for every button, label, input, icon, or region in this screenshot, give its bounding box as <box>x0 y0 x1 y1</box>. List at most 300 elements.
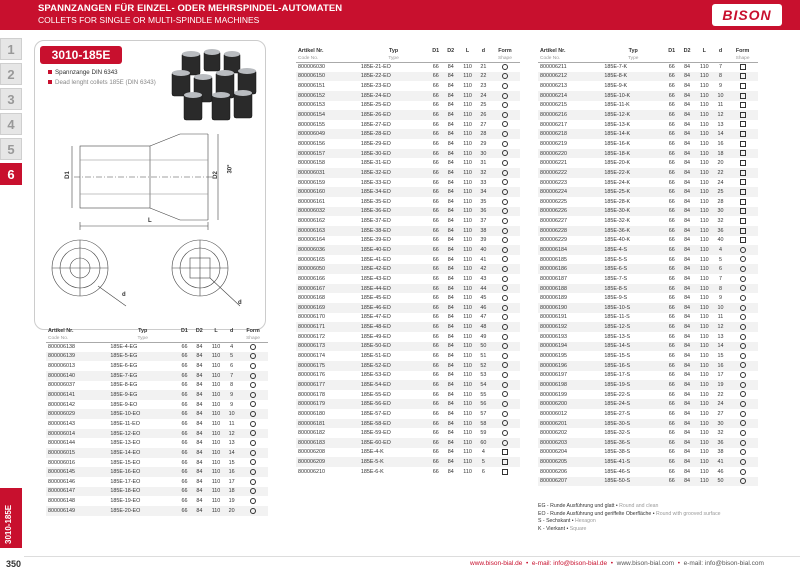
square-shape-icon <box>740 199 746 205</box>
cell-d: 43 <box>480 275 487 282</box>
cell-shape <box>727 380 758 390</box>
cell-l: 110 <box>695 419 714 429</box>
cell-type: 185E-25-EO <box>360 102 391 109</box>
round-shape-icon <box>250 488 256 494</box>
cell-d2: 84 <box>443 284 458 294</box>
round-shape-icon <box>502 401 508 407</box>
cell-d: 36 <box>714 226 727 236</box>
cell-d2: 84 <box>447 468 454 475</box>
col-d-subheader <box>225 335 238 342</box>
cell-art-nr: 800006192 <box>538 322 602 332</box>
cell-l: 110 <box>458 284 477 294</box>
cell-type: 185E-7-EG <box>108 371 177 381</box>
cell-d1: 66 <box>432 372 439 379</box>
cell-shape <box>490 409 520 419</box>
cell-l: 110 <box>699 179 709 186</box>
cell-l: 110 <box>458 457 477 467</box>
col-d2-subheader <box>192 335 207 342</box>
round-shape-icon <box>740 469 746 475</box>
cell-l: 110 <box>699 121 709 128</box>
cell-shape <box>727 274 758 284</box>
cell-type: 185E-16-EO <box>108 467 177 477</box>
cell-art-nr: 800006176 <box>298 372 325 379</box>
cell-d: 37 <box>480 218 487 225</box>
cell-art-nr: 800006172 <box>298 333 325 340</box>
cell-d: 6 <box>230 363 234 370</box>
cell-shape <box>490 197 520 207</box>
cell-shape <box>727 342 758 352</box>
table-row <box>296 361 520 371</box>
cell-shape <box>727 371 758 381</box>
table-row <box>296 428 520 438</box>
cell-d1: 66 <box>177 467 192 477</box>
cell-d1: 66 <box>181 420 188 427</box>
cell-type: 185E-13-EO <box>110 440 141 447</box>
footer-url-com[interactable]: www.bison-bial.com <box>616 560 675 567</box>
cell-art-nr: 800006194 <box>538 342 602 352</box>
cell-d: 8 <box>714 284 727 294</box>
cell-d1: 66 <box>664 342 679 352</box>
cell-type: 185E-46-EO <box>359 303 428 313</box>
cell-shape <box>727 187 758 197</box>
table-row <box>538 477 758 487</box>
cell-type: 185E-32-K <box>604 218 631 225</box>
cell-d2: 84 <box>192 448 207 458</box>
square-shape-icon <box>740 170 746 176</box>
cell-d: 23 <box>480 83 487 90</box>
cell-d1: 66 <box>177 429 192 439</box>
cell-l: 110 <box>211 401 221 408</box>
table-row <box>538 236 758 246</box>
square-shape-icon <box>740 64 746 70</box>
cell-type: 185E-11-K <box>604 102 630 109</box>
cell-art-nr: 800006153 <box>298 102 325 109</box>
table-row <box>296 409 520 419</box>
round-shape-icon <box>740 440 746 446</box>
cell-type: 185E-49-EO <box>360 333 391 340</box>
feature-de-text: Spannzange DIN 6343 <box>55 69 118 76</box>
table-row <box>296 178 520 188</box>
cell-type: 185E-14-S <box>602 342 664 352</box>
cell-d1: 66 <box>428 168 443 178</box>
table-row <box>296 168 520 178</box>
cell-type: 185E-39-EO <box>360 237 391 244</box>
round-shape-icon <box>502 73 508 79</box>
cell-d: 55 <box>480 391 487 398</box>
cell-shape <box>727 438 758 448</box>
cell-type: 185E-30-EO <box>359 149 428 159</box>
cell-shape <box>727 139 758 149</box>
cell-type: 185E-8-EG <box>110 382 138 389</box>
cell-shape <box>490 226 520 236</box>
cell-d2: 84 <box>443 380 458 390</box>
cell-d: 44 <box>477 284 490 294</box>
cell-l: 110 <box>207 487 225 497</box>
cell-shape <box>727 178 758 188</box>
cell-art-nr: 800006050 <box>296 264 359 274</box>
cell-d1: 66 <box>428 284 443 294</box>
col-art-nr-subheader: Code No. <box>296 55 359 62</box>
table-row <box>538 168 758 178</box>
cell-d2: 84 <box>443 438 458 448</box>
cell-l: 110 <box>463 449 472 456</box>
table-row <box>296 419 520 429</box>
cell-type: 185E-11-S <box>604 314 630 321</box>
legend-de: EO - Runde Ausführung und geriffelte Oberfläche <box>538 510 652 517</box>
col-l-subheader <box>458 55 477 62</box>
cell-d2: 84 <box>443 187 458 197</box>
table-row <box>296 313 520 323</box>
cell-d2: 84 <box>684 275 691 282</box>
table-row <box>46 438 268 448</box>
cell-shape <box>490 255 520 265</box>
cell-art-nr: 800006196 <box>538 361 602 371</box>
table-row <box>46 467 268 477</box>
cell-shape <box>490 168 520 178</box>
cell-shape <box>727 245 758 255</box>
cell-l: 110 <box>463 140 472 147</box>
square-shape-icon <box>502 469 508 475</box>
cell-d1: 66 <box>432 198 439 205</box>
side-tab-2[interactable]: 2 <box>0 63 22 85</box>
square-shape-icon <box>740 150 746 156</box>
cell-d2: 84 <box>684 83 691 90</box>
cell-d: 14 <box>225 448 238 458</box>
cell-shape <box>490 371 520 381</box>
cell-d2: 84 <box>684 102 691 109</box>
footer-url-de[interactable]: www.bison-bial.de <box>470 560 523 567</box>
cell-l: 110 <box>207 506 225 516</box>
cell-d2: 84 <box>447 314 454 321</box>
cell-d1: 66 <box>664 207 679 217</box>
cell-l: 110 <box>211 344 221 351</box>
footer-email-com[interactable]: e-mail: info@bison-bial.com <box>683 560 764 567</box>
legend-de: S - Sechskant <box>538 518 571 524</box>
table-row <box>46 506 268 516</box>
cell-shape <box>727 207 758 217</box>
cell-d1: 66 <box>664 187 679 197</box>
cell-type: 185E-14-EO <box>108 448 177 458</box>
cell-d1: 66 <box>668 218 675 225</box>
cell-d2: 84 <box>447 372 454 379</box>
col-type-header: Typ <box>138 327 148 334</box>
legend-item <box>538 511 721 519</box>
round-shape-icon <box>502 121 508 127</box>
cell-shape <box>727 110 758 120</box>
round-shape-icon <box>502 199 508 205</box>
cell-l: 110 <box>207 371 225 381</box>
cell-d2: 84 <box>443 264 458 274</box>
cell-shape <box>238 448 268 458</box>
round-shape-icon <box>740 324 746 330</box>
side-label-text: 3010-185E <box>4 504 13 544</box>
cell-d2: 84 <box>447 353 454 360</box>
cell-type: 185E-4-K <box>360 449 384 456</box>
cell-d1: 66 <box>432 256 439 263</box>
cell-type: 185E-34-EO <box>359 187 428 197</box>
round-shape-icon <box>250 430 256 436</box>
cell-art-nr: 800006012 <box>540 410 567 417</box>
cell-type: 185E-33-EO <box>360 179 391 186</box>
cell-d1: 66 <box>428 226 443 236</box>
round-shape-icon <box>740 314 746 320</box>
side-tab-5[interactable]: 5 <box>0 138 22 160</box>
cell-art-nr: 800006226 <box>538 207 602 217</box>
cell-d: 7 <box>225 371 238 381</box>
cell-type: 185E-15-EO <box>110 459 141 466</box>
cell-d2: 84 <box>443 207 458 217</box>
cell-d2: 84 <box>196 382 203 389</box>
cell-type: 185E-38-EO <box>359 226 428 236</box>
cell-type: 185E-56-EO <box>359 399 428 409</box>
cell-d1: 66 <box>177 409 192 419</box>
col-d2-subheader <box>443 55 458 62</box>
cell-type: 185E-14-K <box>602 129 664 139</box>
cell-type: 185E-24-K <box>604 179 631 186</box>
cell-art-nr: 800006219 <box>540 140 567 147</box>
cell-art-nr: 800006139 <box>46 352 108 362</box>
cell-art-nr: 800006216 <box>538 110 602 120</box>
table-row <box>538 120 758 130</box>
cell-d1: 66 <box>668 275 675 282</box>
cell-type: 185E-7-K <box>604 64 628 71</box>
cell-d: 36 <box>714 438 727 448</box>
cell-d2: 84 <box>192 467 207 477</box>
table-row <box>46 361 268 371</box>
cell-shape <box>727 332 758 342</box>
dim-label-d-right: d <box>238 300 242 306</box>
cell-shape <box>727 120 758 130</box>
cell-art-nr: 800006200 <box>538 399 602 409</box>
cell-type: 185E-19-S <box>602 380 664 390</box>
collet-table-3 <box>538 46 758 486</box>
round-shape-icon <box>740 334 746 340</box>
cell-l: 110 <box>695 149 714 159</box>
cell-shape <box>238 487 268 497</box>
cell-d: 9 <box>230 401 234 408</box>
cell-art-nr: 800006215 <box>540 102 567 109</box>
footer-email-de[interactable]: e-mail: info@bison-bial.de <box>531 560 608 567</box>
cell-d: 7 <box>718 64 722 71</box>
round-shape-icon <box>502 285 508 291</box>
cell-d: 15 <box>228 459 235 466</box>
table-row <box>296 322 520 332</box>
footer-divider <box>24 556 800 557</box>
cell-l: 110 <box>463 218 472 225</box>
cell-d1: 66 <box>668 295 675 302</box>
cell-d: 9 <box>718 295 722 302</box>
cell-d1: 66 <box>428 342 443 352</box>
cell-art-nr: 800006217 <box>540 121 567 128</box>
cell-d1: 66 <box>664 168 679 178</box>
cell-d1: 66 <box>177 352 192 362</box>
cell-art-nr: 800006211 <box>540 64 567 71</box>
round-shape-icon <box>502 411 508 417</box>
square-shape-icon <box>740 189 746 195</box>
cell-art-nr: 800006015 <box>46 448 108 458</box>
cell-d1: 66 <box>428 399 443 409</box>
cell-art-nr: 800006178 <box>298 391 325 398</box>
cell-d: 13 <box>228 440 235 447</box>
cell-shape <box>727 284 758 294</box>
round-shape-icon <box>250 353 256 359</box>
cell-art-nr: 800006184 <box>538 245 602 255</box>
round-shape-icon <box>250 363 256 369</box>
cell-type: 185E-18-K <box>602 149 664 159</box>
round-shape-icon <box>502 372 508 378</box>
cell-d: 8 <box>714 72 727 82</box>
cell-d1: 66 <box>432 295 439 302</box>
round-shape-icon <box>250 498 256 504</box>
square-shape-icon <box>740 93 746 99</box>
cell-d2: 84 <box>447 449 454 456</box>
side-tab-1[interactable]: 1 <box>0 38 22 60</box>
table-row <box>538 419 758 429</box>
table-row <box>296 371 520 381</box>
cell-d2: 84 <box>447 237 454 244</box>
table-row <box>538 72 758 82</box>
cell-d1: 66 <box>664 477 679 487</box>
cell-d1: 66 <box>428 110 443 120</box>
cell-art-nr: 800006169 <box>296 303 359 313</box>
cell-d: 41 <box>714 457 727 467</box>
cell-art-nr: 800006221 <box>540 160 567 167</box>
cell-l: 110 <box>695 187 714 197</box>
cell-l: 110 <box>699 391 709 398</box>
round-shape-icon <box>502 256 508 262</box>
cell-type: 185E-17-EO <box>110 478 141 485</box>
feature-en-text: Dead lenght collets 185E (DIN 6343) <box>55 79 156 86</box>
table-row <box>296 91 520 101</box>
cell-d1: 66 <box>428 361 443 371</box>
cell-art-nr: 800006151 <box>298 83 325 90</box>
cell-d: 12 <box>225 429 238 439</box>
cell-shape <box>490 380 520 390</box>
table-row <box>46 400 268 410</box>
cell-shape <box>490 236 520 246</box>
cell-shape <box>490 274 520 284</box>
round-shape-icon <box>502 334 508 340</box>
cell-d1: 66 <box>668 391 675 398</box>
cell-d: 33 <box>480 179 487 186</box>
cell-d: 24 <box>714 399 727 409</box>
cell-d2: 84 <box>679 380 694 390</box>
round-shape-icon <box>740 401 746 407</box>
cell-d: 11 <box>717 314 724 321</box>
cell-type: 185E-27-EO <box>360 121 391 128</box>
col-d1-header: D1 <box>432 47 440 54</box>
legend-item <box>538 526 721 534</box>
table-row <box>538 284 758 294</box>
cell-d2: 84 <box>684 237 691 244</box>
cell-d1: 66 <box>428 91 443 101</box>
cell-shape <box>727 62 758 72</box>
cell-shape <box>490 207 520 217</box>
table-row <box>296 274 520 284</box>
cell-type: 185E-5-EG <box>108 352 177 362</box>
cell-d: 39 <box>480 237 487 244</box>
cell-d: 4 <box>481 449 485 456</box>
cell-art-nr: 800006181 <box>296 419 359 429</box>
cell-type: 185E-7-S <box>604 275 628 282</box>
col-art-nr-subheader: Code No. <box>538 55 602 62</box>
cell-d1: 66 <box>432 275 439 282</box>
cell-shape <box>727 477 758 487</box>
cell-d1: 66 <box>428 207 443 217</box>
cell-d2: 84 <box>443 303 458 313</box>
legend-item <box>538 518 721 526</box>
cell-art-nr: 800006218 <box>538 129 602 139</box>
cell-d1: 66 <box>664 322 679 332</box>
cell-d: 11 <box>228 420 235 427</box>
cell-l: 110 <box>211 440 221 447</box>
cell-d1: 66 <box>181 363 188 370</box>
cell-type: 185E-10-EO <box>108 409 177 419</box>
cell-d: 24 <box>477 91 490 101</box>
side-tab-4[interactable]: 4 <box>0 113 22 135</box>
cell-art-nr: 800006162 <box>298 218 325 225</box>
cell-d: 6 <box>714 264 727 274</box>
cell-shape <box>727 322 758 332</box>
cell-l: 110 <box>695 129 714 139</box>
square-shape-icon <box>740 237 746 243</box>
table-row <box>296 438 520 448</box>
cell-l: 110 <box>463 198 472 205</box>
table-row <box>296 236 520 246</box>
side-tab-3[interactable]: 3 <box>0 88 22 110</box>
round-shape-icon <box>502 160 508 166</box>
cell-d: 26 <box>477 110 490 120</box>
cell-l: 110 <box>211 498 221 505</box>
cell-art-nr: 800006144 <box>48 440 75 447</box>
table-row <box>296 149 520 159</box>
cell-shape <box>238 409 268 419</box>
cell-d1: 66 <box>668 83 675 90</box>
cell-art-nr: 800006187 <box>540 275 567 282</box>
collet-table-1 <box>46 326 268 516</box>
cell-art-nr: 800006179 <box>296 399 359 409</box>
cell-art-nr: 800006138 <box>48 344 75 351</box>
table-row <box>296 207 520 217</box>
cell-l: 110 <box>699 449 709 456</box>
cell-l: 110 <box>695 72 714 82</box>
cell-type: 185E-50-EO <box>359 342 428 352</box>
cell-l: 110 <box>699 275 709 282</box>
cell-shape <box>727 409 758 419</box>
cell-shape <box>727 216 758 226</box>
cell-art-nr: 800006152 <box>296 91 359 101</box>
cell-d: 28 <box>717 198 724 205</box>
col-l-subheader <box>695 55 714 62</box>
table-row <box>538 399 758 409</box>
product-code-badge: 3010-185E <box>40 46 122 64</box>
side-tab-6[interactable]: 6 <box>0 163 22 185</box>
table-row <box>296 226 520 236</box>
cell-d: 51 <box>480 353 487 360</box>
col-l-header: L <box>465 47 470 54</box>
round-shape-icon <box>740 382 746 388</box>
cell-d: 46 <box>717 468 724 475</box>
cell-d1: 66 <box>668 256 675 263</box>
legend-separator: • <box>570 518 575 524</box>
table-row <box>46 429 268 439</box>
table-row <box>538 390 758 400</box>
cell-shape <box>490 216 520 226</box>
cell-d: 59 <box>480 430 487 437</box>
cell-l: 110 <box>458 303 477 313</box>
cell-d1: 66 <box>181 382 188 389</box>
cell-d1: 66 <box>181 459 188 466</box>
